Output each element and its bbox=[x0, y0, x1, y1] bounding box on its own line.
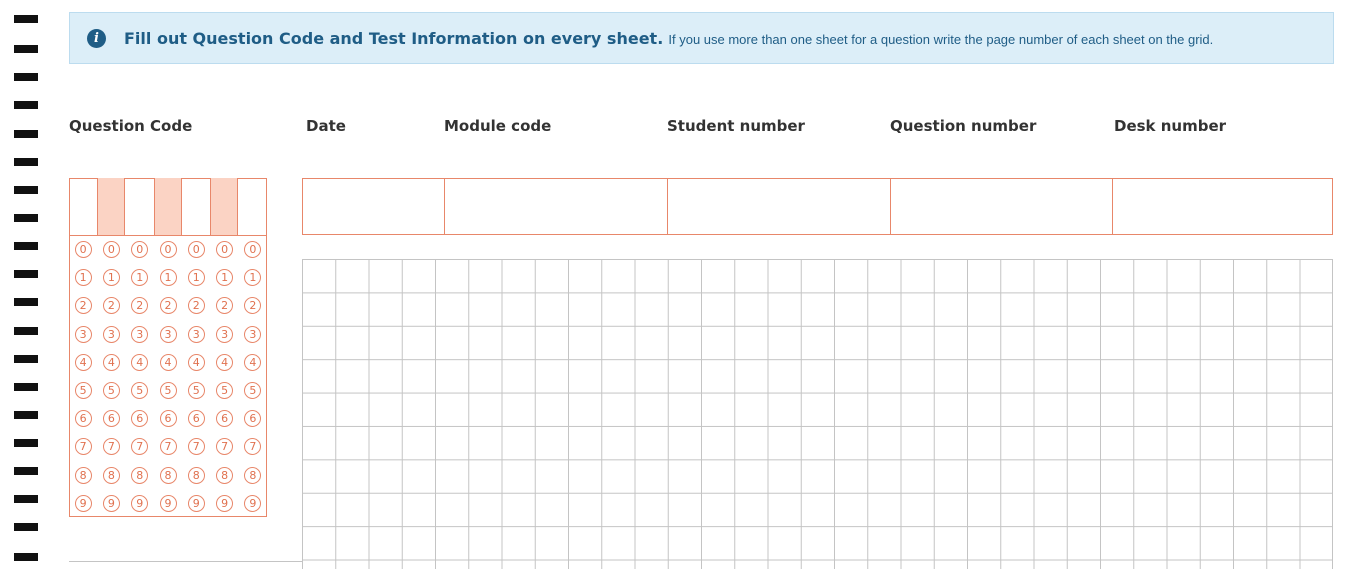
digit-bubble-4[interactable]: 4 bbox=[75, 354, 92, 371]
digit-bubble-8[interactable]: 8 bbox=[103, 467, 120, 484]
digit-bubble-3[interactable]: 3 bbox=[131, 326, 148, 343]
digit-bubble-1[interactable]: 1 bbox=[131, 269, 148, 286]
digit-bubble-9[interactable]: 9 bbox=[160, 495, 177, 512]
digit-bubble-0[interactable]: 0 bbox=[75, 241, 92, 258]
question-code-shaded-column bbox=[210, 178, 238, 235]
test-info-box bbox=[302, 178, 1333, 235]
digit-bubble-0[interactable]: 0 bbox=[216, 241, 233, 258]
timing-mark bbox=[14, 101, 38, 109]
digit-bubble-7[interactable]: 7 bbox=[131, 438, 148, 455]
date-label: Date bbox=[306, 117, 346, 135]
question-number-label: Question number bbox=[890, 117, 1037, 135]
desk-number-field-divider bbox=[1112, 178, 1113, 235]
timing-mark bbox=[14, 73, 38, 81]
digit-bubble-6[interactable]: 6 bbox=[131, 410, 148, 427]
timing-mark bbox=[14, 553, 38, 561]
digit-bubble-5[interactable]: 5 bbox=[160, 382, 177, 399]
digit-bubble-3[interactable]: 3 bbox=[244, 326, 261, 343]
digit-bubble-6[interactable]: 6 bbox=[160, 410, 177, 427]
digit-bubble-3[interactable]: 3 bbox=[160, 326, 177, 343]
timing-mark bbox=[14, 355, 38, 363]
desk-number-label: Desk number bbox=[1114, 117, 1227, 135]
timing-mark bbox=[14, 495, 38, 503]
digit-bubble-9[interactable]: 9 bbox=[188, 495, 205, 512]
digit-bubble-8[interactable]: 8 bbox=[244, 467, 261, 484]
digit-bubble-9[interactable]: 9 bbox=[75, 495, 92, 512]
digit-bubble-5[interactable]: 5 bbox=[188, 382, 205, 399]
digit-bubble-3[interactable]: 3 bbox=[103, 326, 120, 343]
digit-bubble-3[interactable]: 3 bbox=[188, 326, 205, 343]
question-number-field-divider bbox=[890, 178, 891, 235]
student-number-label: Student number bbox=[667, 117, 805, 135]
question-code-shaded-column bbox=[154, 178, 182, 235]
timing-mark bbox=[14, 439, 38, 447]
digit-bubble-7[interactable]: 7 bbox=[188, 438, 205, 455]
digit-bubble-7[interactable]: 7 bbox=[75, 438, 92, 455]
digit-bubble-8[interactable]: 8 bbox=[131, 467, 148, 484]
digit-bubble-1[interactable]: 1 bbox=[160, 269, 177, 286]
timing-mark bbox=[14, 383, 38, 391]
digit-bubble-6[interactable]: 6 bbox=[103, 410, 120, 427]
digit-bubble-7[interactable]: 7 bbox=[244, 438, 261, 455]
digit-bubble-2[interactable]: 2 bbox=[160, 297, 177, 314]
module-code-field-divider bbox=[444, 178, 445, 235]
digit-bubble-4[interactable]: 4 bbox=[131, 354, 148, 371]
question-code-shaded-column bbox=[97, 178, 125, 235]
timing-mark bbox=[14, 186, 38, 194]
question-code-divider bbox=[69, 235, 267, 236]
info-circle-icon: i bbox=[87, 29, 106, 48]
info-banner bbox=[69, 12, 1334, 64]
digit-bubble-2[interactable]: 2 bbox=[216, 297, 233, 314]
question-code-label: Question Code bbox=[69, 117, 193, 135]
digit-bubble-2[interactable]: 2 bbox=[188, 297, 205, 314]
digit-bubble-0[interactable]: 0 bbox=[188, 241, 205, 258]
banner-bold-text: Fill out Question Code and Test Information on every sheet. bbox=[124, 29, 664, 48]
banner-detail-text: If you use more than one sheet for a question write the page number of each sheet on the grid. bbox=[668, 32, 1214, 47]
answer-grid[interactable] bbox=[302, 259, 1333, 569]
digit-bubble-1[interactable]: 1 bbox=[188, 269, 205, 286]
digit-bubble-0[interactable]: 0 bbox=[160, 241, 177, 258]
digit-bubble-1[interactable]: 1 bbox=[75, 269, 92, 286]
digit-bubble-1[interactable]: 1 bbox=[244, 269, 261, 286]
digit-bubble-6[interactable]: 6 bbox=[75, 410, 92, 427]
timing-mark bbox=[14, 214, 38, 222]
timing-mark bbox=[14, 15, 38, 23]
timing-mark bbox=[14, 467, 38, 475]
timing-mark bbox=[14, 45, 38, 53]
digit-bubble-5[interactable]: 5 bbox=[131, 382, 148, 399]
digit-bubble-4[interactable]: 4 bbox=[244, 354, 261, 371]
digit-bubble-9[interactable]: 9 bbox=[103, 495, 120, 512]
digit-bubble-0[interactable]: 0 bbox=[103, 241, 120, 258]
bottom-rule bbox=[69, 561, 302, 562]
timing-mark bbox=[14, 298, 38, 306]
digit-bubble-9[interactable]: 9 bbox=[244, 495, 261, 512]
digit-bubble-8[interactable]: 8 bbox=[216, 467, 233, 484]
student-number-field-divider bbox=[667, 178, 668, 235]
digit-bubble-5[interactable]: 5 bbox=[103, 382, 120, 399]
digit-bubble-4[interactable]: 4 bbox=[216, 354, 233, 371]
digit-bubble-4[interactable]: 4 bbox=[188, 354, 205, 371]
digit-bubble-7[interactable]: 7 bbox=[160, 438, 177, 455]
digit-bubble-7[interactable]: 7 bbox=[216, 438, 233, 455]
digit-bubble-8[interactable]: 8 bbox=[75, 467, 92, 484]
digit-bubble-6[interactable]: 6 bbox=[244, 410, 261, 427]
digit-bubble-8[interactable]: 8 bbox=[188, 467, 205, 484]
digit-bubble-1[interactable]: 1 bbox=[103, 269, 120, 286]
digit-bubble-9[interactable]: 9 bbox=[216, 495, 233, 512]
digit-bubble-9[interactable]: 9 bbox=[131, 495, 148, 512]
timing-mark bbox=[14, 327, 38, 335]
digit-bubble-0[interactable]: 0 bbox=[131, 241, 148, 258]
digit-bubble-2[interactable]: 2 bbox=[244, 297, 261, 314]
digit-bubble-2[interactable]: 2 bbox=[131, 297, 148, 314]
digit-bubble-6[interactable]: 6 bbox=[188, 410, 205, 427]
timing-mark bbox=[14, 523, 38, 531]
digit-bubble-7[interactable]: 7 bbox=[103, 438, 120, 455]
digit-bubble-8[interactable]: 8 bbox=[160, 467, 177, 484]
digit-bubble-4[interactable]: 4 bbox=[160, 354, 177, 371]
digit-bubble-4[interactable]: 4 bbox=[103, 354, 120, 371]
digit-bubble-1[interactable]: 1 bbox=[216, 269, 233, 286]
timing-mark bbox=[14, 158, 38, 166]
timing-mark bbox=[14, 411, 38, 419]
digit-bubble-2[interactable]: 2 bbox=[75, 297, 92, 314]
timing-mark bbox=[14, 242, 38, 250]
banner-text bbox=[124, 13, 1213, 65]
digit-bubble-0[interactable]: 0 bbox=[244, 241, 261, 258]
digit-bubble-6[interactable]: 6 bbox=[216, 410, 233, 427]
digit-bubble-5[interactable]: 5 bbox=[244, 382, 261, 399]
timing-mark bbox=[14, 270, 38, 278]
digit-bubble-3[interactable]: 3 bbox=[75, 326, 92, 343]
timing-mark bbox=[14, 130, 38, 138]
digit-bubble-2[interactable]: 2 bbox=[103, 297, 120, 314]
digit-bubble-5[interactable]: 5 bbox=[75, 382, 92, 399]
module-code-label: Module code bbox=[444, 117, 552, 135]
digit-bubble-5[interactable]: 5 bbox=[216, 382, 233, 399]
digit-bubble-3[interactable]: 3 bbox=[216, 326, 233, 343]
